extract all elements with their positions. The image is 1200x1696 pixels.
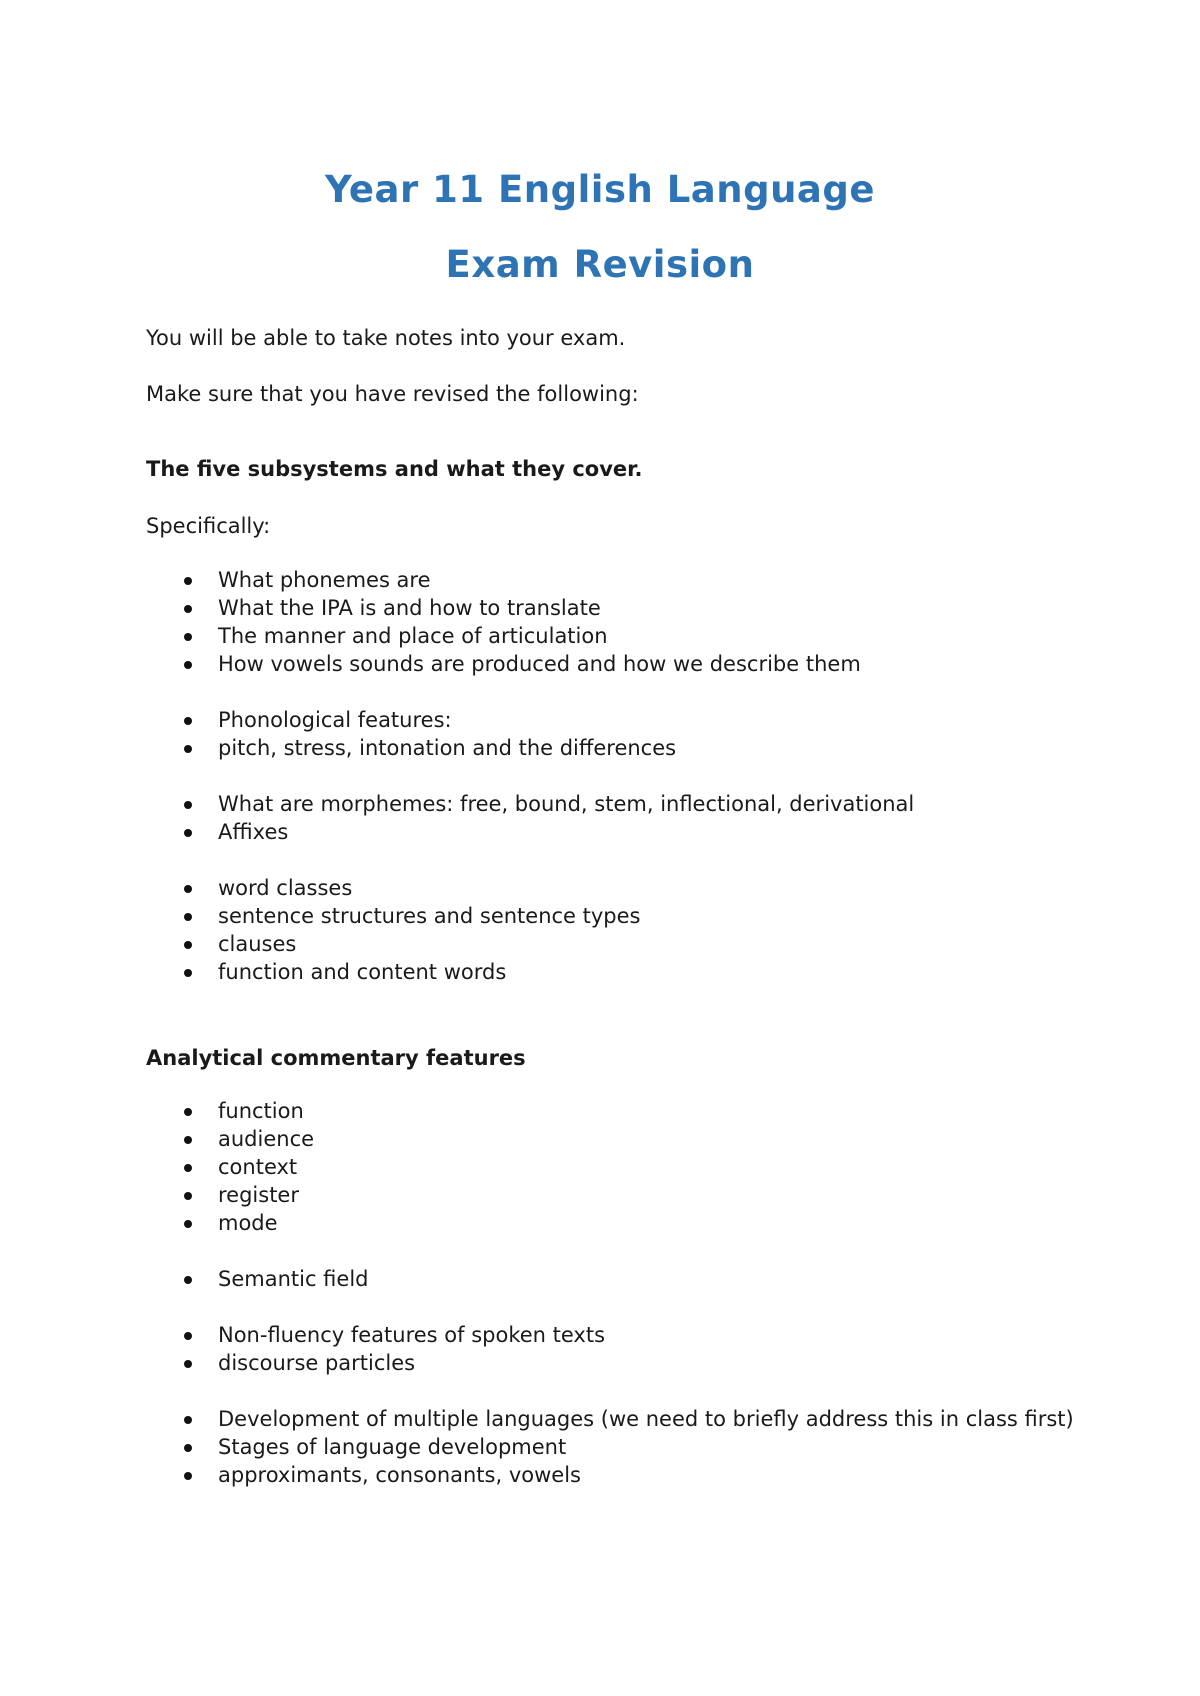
bullet-list-semantics (146, 1265, 369, 1293)
list-item: mode (146, 1209, 314, 1237)
bullet-icon (184, 1192, 192, 1200)
bullet-icon (184, 633, 192, 641)
list-item: discourse particles (146, 1349, 605, 1377)
bullet-icon (184, 745, 192, 753)
bullet-list-context (146, 1097, 314, 1237)
document-title: Year 11 English Language (325, 168, 875, 211)
bullet-icon (184, 1164, 192, 1172)
bullet-icon (184, 1276, 192, 1284)
list-item: The manner and place of articulation (146, 622, 861, 650)
list-item: audience (146, 1125, 314, 1153)
bullet-icon (184, 1332, 192, 1340)
list-item: clauses (146, 930, 641, 958)
list-item: How vowels sounds are produced and how we describe them (146, 650, 861, 678)
intro-paragraph-revise: Make sure that you have revised the following: (146, 382, 639, 406)
section-heading-subsystems: The five subsystems and what they cover. (146, 457, 643, 481)
list-item: approximants, consonants, vowels (146, 1461, 1118, 1489)
bullet-icon (184, 913, 192, 921)
list-item: word classes (146, 874, 641, 902)
list-item: Phonological features: (146, 706, 676, 734)
bullet-icon (184, 661, 192, 669)
list-item: Development of multiple languages (we need to briefly address this in class first) (146, 1405, 1118, 1433)
list-item: Non-fluency features of spoken texts (146, 1321, 605, 1349)
list-item: function (146, 1097, 314, 1125)
bullet-list-morphology (146, 790, 914, 846)
bullet-list-development (146, 1405, 1118, 1489)
list-item: sentence structures and sentence types (146, 902, 641, 930)
list-item: What the IPA is and how to translate (146, 594, 861, 622)
bullet-icon (184, 1220, 192, 1228)
intro-paragraph-notes: You will be able to take notes into your exam. (146, 326, 626, 350)
bullet-list-phonology (146, 706, 676, 762)
bullet-icon (184, 1136, 192, 1144)
list-item: pitch, stress, intonation and the differences (146, 734, 676, 762)
list-item: function and content words (146, 958, 641, 986)
bullet-icon (184, 717, 192, 725)
list-item: Semantic field (146, 1265, 369, 1293)
bullet-icon (184, 1360, 192, 1368)
list-item: context (146, 1153, 314, 1181)
list-item: What phonemes are (146, 566, 861, 594)
bullet-icon (184, 1472, 192, 1480)
bullet-icon (184, 941, 192, 949)
section-heading-analytical: Analytical commentary features (146, 1046, 526, 1070)
bullet-icon (184, 1416, 192, 1424)
section-label-specifically: Specifically: (146, 514, 271, 538)
bullet-icon (184, 801, 192, 809)
bullet-icon (184, 577, 192, 585)
bullet-icon (184, 885, 192, 893)
bullet-list-grammar (146, 874, 641, 986)
bullet-icon (184, 1108, 192, 1116)
bullet-icon (184, 1444, 192, 1452)
document-subtitle: Exam Revision (445, 243, 755, 286)
list-item: Affixes (146, 818, 914, 846)
list-item: What are morphemes: free, bound, stem, inflectional, derivational (146, 790, 914, 818)
list-item: register (146, 1181, 314, 1209)
bullet-list-phonetics (146, 566, 861, 678)
bullet-icon (184, 969, 192, 977)
bullet-icon (184, 605, 192, 613)
bullet-icon (184, 829, 192, 837)
list-item: Stages of language development (146, 1433, 1118, 1461)
bullet-list-spoken (146, 1321, 605, 1377)
